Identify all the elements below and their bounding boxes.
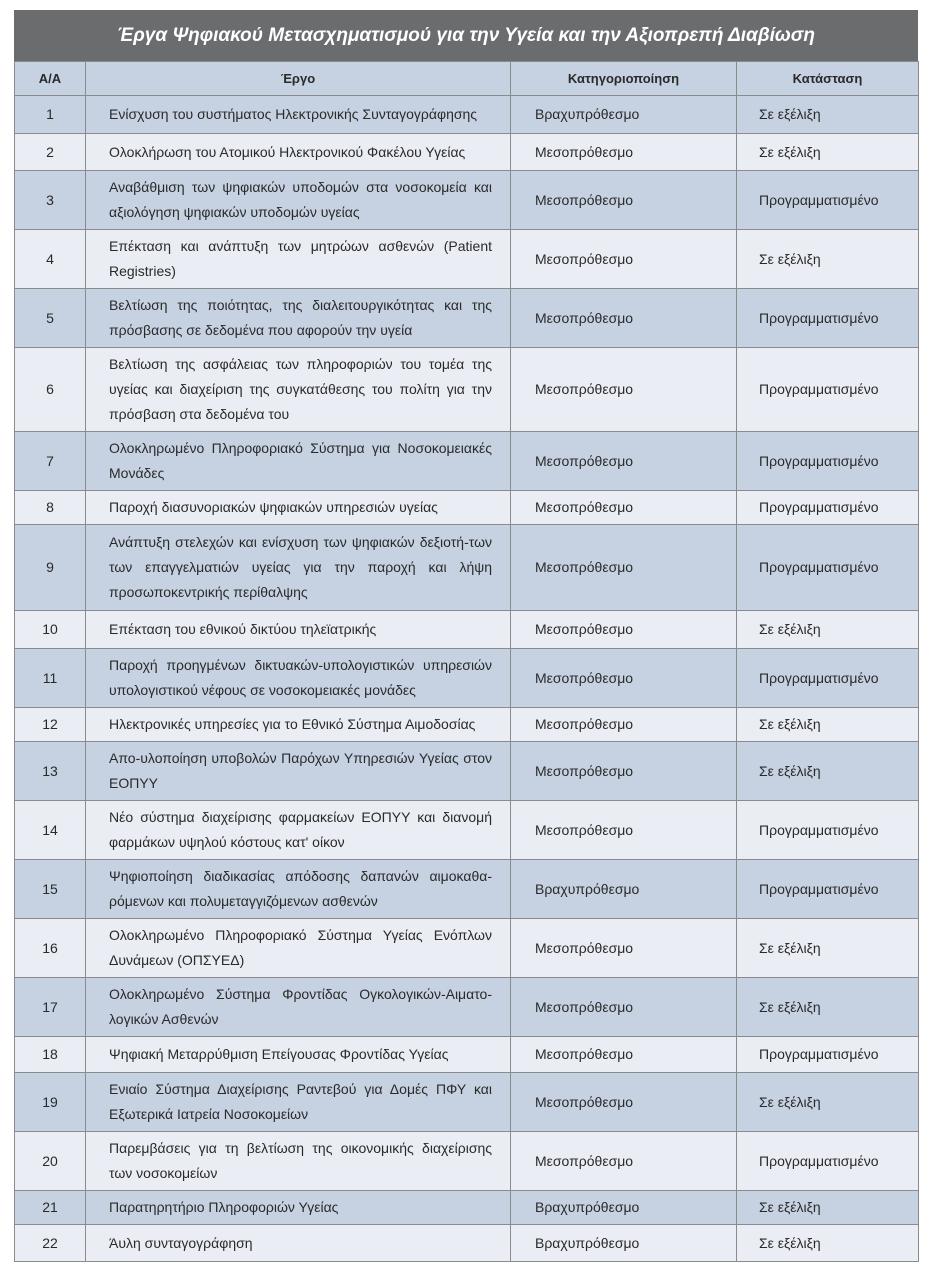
row-project: Απο-υλοποίηση υποβολών Παρόχων Υπηρεσιών Υγείας στον ΕΟΠΥΥ xyxy=(86,742,511,801)
table-row xyxy=(15,348,919,432)
row-status: Σε εξέλιξη xyxy=(737,978,919,1037)
table-row xyxy=(15,289,919,348)
row-status: Προγραμματισμένο xyxy=(737,525,919,611)
row-number: 17 xyxy=(15,978,86,1037)
row-number: 3 xyxy=(15,171,86,230)
row-category: Μεσοπρόθεσμο xyxy=(511,919,737,978)
row-category: Μεσοπρόθεσμο xyxy=(511,525,737,611)
projects-table-container xyxy=(14,10,918,1262)
row-category: Μεσοπρόθεσμο xyxy=(511,742,737,801)
table-row xyxy=(15,96,919,134)
row-project: Νέο σύστημα διαχείρισης φαρμακείων ΕΟΠΥΥ και διανομή φαρμάκων υψηλού κόστους κατ' οίκον xyxy=(86,801,511,860)
row-project: Παρεμβάσεις για τη βελτίωση της οικονομικής διαχείρισης των νοσοκομείων xyxy=(86,1132,511,1191)
row-status: Προγραμματισμένο xyxy=(737,432,919,491)
table-row xyxy=(15,801,919,860)
row-status: Προγραμματισμένο xyxy=(737,1037,919,1073)
row-number: 15 xyxy=(15,860,86,919)
row-category: Μεσοπρόθεσμο xyxy=(511,289,737,348)
row-number: 16 xyxy=(15,919,86,978)
table-row xyxy=(15,649,919,708)
row-number: 5 xyxy=(15,289,86,348)
row-status: Προγραμματισμένο xyxy=(737,860,919,919)
projects-table xyxy=(14,61,919,1262)
row-status: Προγραμματισμένο xyxy=(737,1132,919,1191)
header-project: Έργο xyxy=(86,62,511,96)
row-number: 22 xyxy=(15,1225,86,1262)
header-category: Κατηγοριοποίηση xyxy=(511,62,737,96)
row-category: Μεσοπρόθεσμο xyxy=(511,1073,737,1132)
row-category: Μεσοπρόθεσμο xyxy=(511,708,737,742)
row-project: Αναβάθμιση των ψηφιακών υποδομών στα νοσοκομεία και αξιολόγηση ψηφιακών υποδομών υγείας xyxy=(86,171,511,230)
row-category: Βραχυπρόθεσμο xyxy=(511,1225,737,1262)
header-aa: Α/Α xyxy=(15,62,86,96)
row-category: Μεσοπρόθεσμο xyxy=(511,134,737,171)
table-row xyxy=(15,742,919,801)
row-project: Ψηφιακή Μεταρρύθμιση Επείγουσας Φροντίδας Υγείας xyxy=(86,1037,511,1073)
row-number: 19 xyxy=(15,1073,86,1132)
row-status: Σε εξέλιξη xyxy=(737,919,919,978)
row-status: Προγραμματισμένο xyxy=(737,491,919,525)
table-row xyxy=(15,1037,919,1073)
row-category: Μεσοπρόθεσμο xyxy=(511,171,737,230)
table-row xyxy=(15,860,919,919)
table-row xyxy=(15,1132,919,1191)
row-status: Σε εξέλιξη xyxy=(737,1225,919,1262)
table-row xyxy=(15,491,919,525)
row-project: Ενιαίο Σύστημα Διαχείρισης Ραντεβού για Δομές ΠΦΥ και Εξωτερικά Ιατρεία Νοσοκομείων xyxy=(86,1073,511,1132)
row-project: Ενίσχυση του συστήματος Ηλεκτρονικής Συνταγογράφησης xyxy=(86,96,511,134)
row-number: 4 xyxy=(15,230,86,289)
row-project: Βελτίωση της ποιότητας, της διαλειτουργικότητας και της πρόσβασης σε δεδομένα που αφορούν την υγεία xyxy=(86,289,511,348)
row-category: Βραχυπρόθεσμο xyxy=(511,860,737,919)
row-status: Σε εξέλιξη xyxy=(737,611,919,649)
row-status: Σε εξέλιξη xyxy=(737,230,919,289)
row-status: Σε εξέλιξη xyxy=(737,742,919,801)
row-number: 20 xyxy=(15,1132,86,1191)
row-project: Ολοκληρωμένο Σύστημα Φροντίδας Ογκολογικών-Αιματο-λογικών Ασθενών xyxy=(86,978,511,1037)
row-project: Παροχή διασυνοριακών ψηφιακών υπηρεσιών υγείας xyxy=(86,491,511,525)
row-number: 10 xyxy=(15,611,86,649)
row-project: Ολοκληρωμένο Πληροφοριακό Σύστημα για Νοσοκομειακές Μονάδες xyxy=(86,432,511,491)
row-number: 11 xyxy=(15,649,86,708)
row-category: Μεσοπρόθεσμο xyxy=(511,978,737,1037)
table-title: Έργα Ψηφιακού Μετασχηματισμού για την Υγεία και την Αξιοπρεπή Διαβίωση xyxy=(14,10,918,61)
table-row xyxy=(15,230,919,289)
row-status: Σε εξέλιξη xyxy=(737,708,919,742)
row-status: Σε εξέλιξη xyxy=(737,1191,919,1225)
row-number: 21 xyxy=(15,1191,86,1225)
row-number: 14 xyxy=(15,801,86,860)
row-category: Βραχυπρόθεσμο xyxy=(511,1191,737,1225)
table-header-row xyxy=(15,62,919,96)
table-row xyxy=(15,978,919,1037)
row-project: Επέκταση του εθνικού δικτύου τηλεϊατρικής xyxy=(86,611,511,649)
row-status: Σε εξέλιξη xyxy=(737,1073,919,1132)
row-number: 6 xyxy=(15,348,86,432)
row-status: Σε εξέλιξη xyxy=(737,96,919,134)
row-status: Σε εξέλιξη xyxy=(737,134,919,171)
row-project: Ολοκληρωμένο Πληροφοριακό Σύστημα Υγείας Ενόπλων Δυνάμεων (ΟΠΣΥΕΔ) xyxy=(86,919,511,978)
table-row xyxy=(15,1073,919,1132)
row-status: Προγραμματισμένο xyxy=(737,171,919,230)
row-project: Ολοκλήρωση του Ατομικού Ηλεκτρονικού Φακέλου Υγείας xyxy=(86,134,511,171)
row-status: Προγραμματισμένο xyxy=(737,348,919,432)
row-category: Βραχυπρόθεσμο xyxy=(511,96,737,134)
row-project: Ηλεκτρονικές υπηρεσίες για το Εθνικό Σύστημα Αιμοδοσίας xyxy=(86,708,511,742)
header-status: Κατάσταση xyxy=(737,62,919,96)
table-row xyxy=(15,708,919,742)
row-status: Προγραμματισμένο xyxy=(737,801,919,860)
table-row xyxy=(15,171,919,230)
row-project: Ψηφιοποίηση διαδικασίας απόδοσης δαπανών αιμοκαθα-ρόμενων και πολυμεταγγιζόμενων ασθενών xyxy=(86,860,511,919)
table-row xyxy=(15,1191,919,1225)
row-category: Μεσοπρόθεσμο xyxy=(511,1037,737,1073)
row-project: Ανάπτυξη στελεχών και ενίσχυση των ψηφιακών δεξιοτή-των των επαγγελματιών υγείας για την παροχή και λήψη προσωποκεντρικής περίθαλψης xyxy=(86,525,511,611)
row-number: 12 xyxy=(15,708,86,742)
row-number: 2 xyxy=(15,134,86,171)
row-number: 7 xyxy=(15,432,86,491)
row-number: 8 xyxy=(15,491,86,525)
row-category: Μεσοπρόθεσμο xyxy=(511,348,737,432)
table-row xyxy=(15,919,919,978)
row-category: Μεσοπρόθεσμο xyxy=(511,432,737,491)
row-category: Μεσοπρόθεσμο xyxy=(511,491,737,525)
row-project: Παροχή προηγμένων δικτυακών-υπολογιστικών υπηρεσιών υπολογιστικού νέφους σε νοσοκομειακές μονάδες xyxy=(86,649,511,708)
row-status: Προγραμματισμένο xyxy=(737,649,919,708)
table-row xyxy=(15,432,919,491)
table-row xyxy=(15,611,919,649)
table-row xyxy=(15,1225,919,1262)
row-category: Μεσοπρόθεσμο xyxy=(511,611,737,649)
table-row xyxy=(15,134,919,171)
row-category: Μεσοπρόθεσμο xyxy=(511,230,737,289)
row-number: 18 xyxy=(15,1037,86,1073)
row-category: Μεσοπρόθεσμο xyxy=(511,649,737,708)
table-row xyxy=(15,525,919,611)
row-number: 9 xyxy=(15,525,86,611)
row-number: 1 xyxy=(15,96,86,134)
row-number: 13 xyxy=(15,742,86,801)
row-category: Μεσοπρόθεσμο xyxy=(511,1132,737,1191)
row-status: Προγραμματισμένο xyxy=(737,289,919,348)
row-project: Άυλη συνταγογράφηση xyxy=(86,1225,511,1262)
row-project: Παρατηρητήριο Πληροφοριών Υγείας xyxy=(86,1191,511,1225)
row-project: Βελτίωση της ασφάλειας των πληροφοριών του τομέα της υγείας και διαχείριση της συγκατάθεσης του πολίτη για την πρόσβαση στα δεδομένα του xyxy=(86,348,511,432)
row-project: Επέκταση και ανάπτυξη των μητρώων ασθενών (Patient Registries) xyxy=(86,230,511,289)
row-category: Μεσοπρόθεσμο xyxy=(511,801,737,860)
